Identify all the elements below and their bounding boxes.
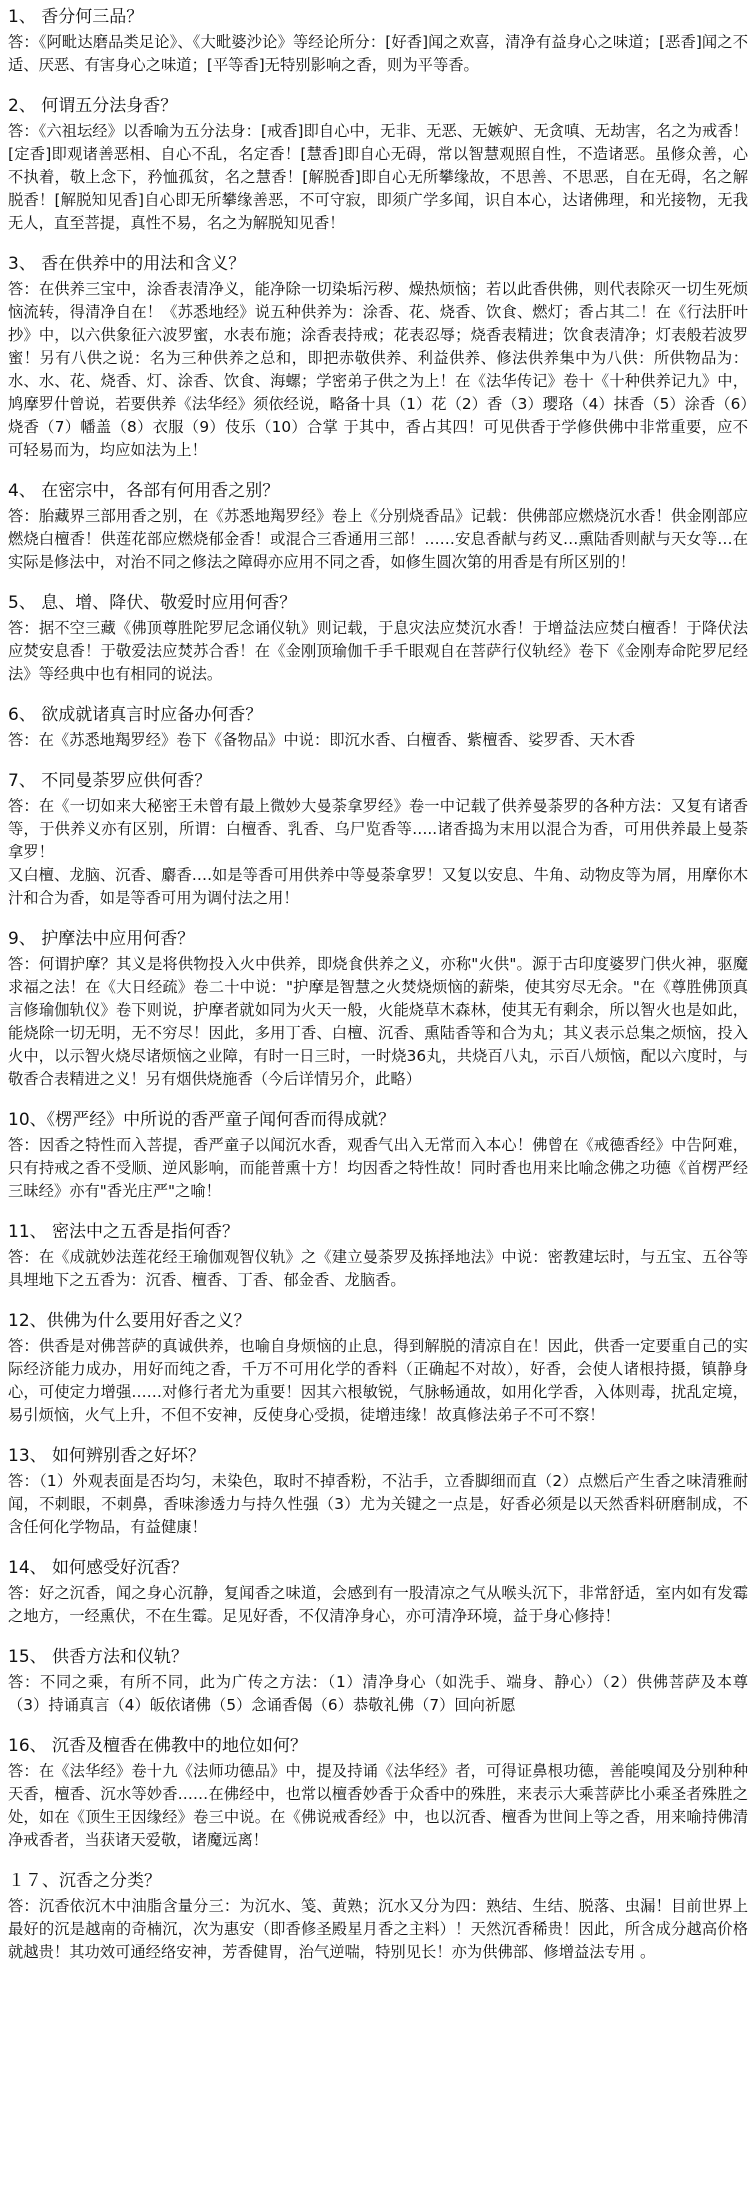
question-heading: 2、 何谓五分法身香？ xyxy=(8,96,178,116)
qa-item-7 xyxy=(8,770,748,910)
answer-paragraph: 答：在《成就妙法莲花经王瑜伽观智仪轨》之《建立曼荼罗及拣择地法》中说：密教建坛时，与五宝、五谷等具埋地下之五香为：沉香、檀香、丁香、郁金香、龙脑香。 xyxy=(8,1248,748,1289)
answer-paragraph: 答：据不空三藏《佛顶尊胜陀罗尼念诵仪轨》则记载，于息灾法应焚沉水香！于增益法应焚白檀香！于降伏法应焚安息香！于敬爱法应焚苏合香！在《金刚顶瑜伽千手千眼观自在菩萨行仪轨经》卷下《金刚寿命陀罗尼经法》等经典中也有相同的说法。 xyxy=(8,619,748,683)
qa-item-16 xyxy=(8,1735,748,1852)
answer-paragraph: 答：在《一切如来大秘密王未曾有最上微妙大曼荼拿罗经》卷一中记载了供养曼荼罗的各种方法：又复有诸香等，于供养义亦有区别，所谓：白檀香、乳香、乌尸览香等…..诸香捣为末用以混合为香，可用供养最上曼荼拿罗！ 又白檀、龙脑、沉香、麝香….如是等香可用供养中等曼荼拿罗！又复以安息、牛角、动物皮等为屑，用摩你木汁和合为香，如是等香可用为调付法之用！ xyxy=(8,797,748,907)
answer-paragraph: 答：何谓护摩？其义是将供物投入火中供养，即烧食供养之义，亦称"火供"。源于古印度婆罗门供火神，驱魔求福之法！在《大日经疏》卷二十中说："护摩是智慧之火焚烧烦恼的薪柴，使其穷尽无余。"在《尊胜佛顶真言修瑜伽轨仪》卷下则说，护摩者就如同为火天一般，火能烧草木森林，使其无有剩余，所以智火也是如此，能烧除一切无明，无不穷尽！因此，多用丁香、白檀、沉香、熏陆香等和合为丸；其义表示总集之烦恼，投入火中，以示智火烧尽诸烦恼之业障，有时一日三时，一时烧36丸，共烧百八丸，示百八烦恼，配以六度时，与敬香合表精进之义！另有烟供烧施香（今后详情另介，此略） xyxy=(8,955,748,1088)
answer-paragraph: 答：因香之特性而入菩提，香严童子以闻沉水香，观香气出入无常而入本心！佛曾在《戒德香经》中告阿难，只有持戒之香不受顺、逆风影响，而能普熏十方！均因香之特性故！同时香也用来比喻念佛之功德《首楞严经三昧经》亦有"香光庄严"之喻！ xyxy=(8,1136,748,1200)
answer-paragraph: 答：在《苏悉地羯罗经》卷下《备物品》中说：即沉水香、白檀香、紫檀香、娑罗香、天木香 xyxy=(8,731,636,749)
qa-item-13 xyxy=(8,1445,748,1539)
answer-paragraph: 答：不同之乘，有所不同，此为广传之方法：（1）清净身心（如洗手、端身、静心）（2）供佛菩萨及本尊（3）持诵真言（4）皈依诸佛（5）念诵香偈（6）恭敬礼佛（7）回向祈愿 xyxy=(8,1673,748,1714)
qa-item-1 xyxy=(8,6,748,77)
answer-paragraph: 答：在《法华经》卷十九《法师功德品》中，提及持诵《法华经》者，可得证鼻根功德，善能嗅闻及分别种种天香，檀香、沉水等妙香……在佛经中，也常以檀香妙香于众香中的殊胜，来表示大乘菩萨比小乘圣者殊胜之处，如在《顶生王因缘经》卷三中说。在《佛说戒香经》中，也以沉香、檀香为世间上等之香，用来喻持佛清净戒香者，当获诸天爱敬，诸魔远离！ xyxy=(8,1762,748,1849)
qa-item-17 xyxy=(8,1870,748,1964)
question-heading: １７、沉香之分类？ xyxy=(8,1871,161,1891)
question-heading: 5、 息、增、降伏、敬爱时应用何香？ xyxy=(8,593,297,613)
answer-paragraph: 答：（1）外观表面是否均匀，未染色，取时不掉香粉，不沾手，立香脚细而直（2）点燃后产生香之味清雅耐闻，不刺眼，不刺鼻，香味渗透力与持久性强（3）尤为关键之一点是，好香必须是以天然香料研磨制成，不含任何化学物品，有益健康！ xyxy=(8,1472,748,1536)
qa-item-15 xyxy=(8,1646,748,1717)
question-heading: 16、 沉香及檀香在佛教中的地位如何？ xyxy=(8,1736,308,1756)
qa-item-5 xyxy=(8,592,748,686)
answer-paragraph: 答：供香是对佛菩萨的真诚供养，也喻自身烦恼的止息，得到解脱的清凉自在！因此，供香一定要重自己的实际经济能力成办，用好而纯之香，千万不可用化学的香料（正确起不对故），好香，会使人诸根持摄，镇静身心，可使定力增强……对修行者尤为重要！因其六根敏锐，气脉畅通故，如用化学香，入体则毒，扰乱定境，易引烦恼，火气上升，不但不安神，反使身心受损，徒增违缘！故真修法弟子不可不察！ xyxy=(8,1337,748,1424)
qa-item-3 xyxy=(8,253,748,462)
answer-paragraph: 答：《六祖坛经》以香喻为五分法身：[戒香]即自心中，无非、无恶、无嫉妒、无贪嗔、无劫害，名之为戒香！[定香]即观诸善恶相、自心不乱，名定香！[慧香]即自心无碍，常以智慧观照自性，不造诸恶。虽修众善，心不执着，敬上念下，矜恤孤贫，名之慧香！[解脱香]即自心无所攀缘故，不思善、不思恶，自在无碍，名之解脱香！[解脱知见香]自心即无所攀缘善恶，不可守寂，即须广学多闻，识自本心，达诸佛理，和光接物，无我无人，直至菩提，真性不易，名之为解脱知见香！ xyxy=(8,122,748,232)
answer-paragraph: 答：沉香依沉木中油脂含量分三：为沉水、笺、黄熟；沉水又分为四：熟结、生结、脱落、虫漏！目前世界上最好的沉是越南的奇楠沉，次为惠安（即香修圣殿星月香之主料）！天然沉香稀贵！因此，所含成分越高价格就越贵！其功效可通经络安神，芳香健胃，治气逆喘，特别见长！亦为供佛部、修增益法专用 。 xyxy=(8,1897,748,1961)
qa-item-12 xyxy=(8,1310,748,1427)
question-heading: 13、 如何辨别香之好坏？ xyxy=(8,1446,206,1466)
question-heading: 9、 护摩法中应用何香？ xyxy=(8,929,195,949)
answer-paragraph: 答：《阿毗达磨品类足论》、《大毗婆沙论》等经论所分：[好香]闻之欢喜，清净有益身心之味道；[恶香]闻之不适、厌恶、有害身心之味道；[平等香]无特别影响之香，则为平等香。 xyxy=(8,33,748,74)
qa-item-14 xyxy=(8,1557,748,1628)
answer-paragraph: 答：好之沉香，闻之身心沉静，复闻香之味道，会感到有一股清凉之气从喉头沉下，非常舒适，室内如有发霉之地方，一经熏伏，不在生霉。足见好香，不仅清净身心，亦可清净环境，益于身心修持！ xyxy=(8,1584,748,1625)
question-heading: 3、 香在供养中的用法和含义？ xyxy=(8,254,246,274)
qa-item-11 xyxy=(8,1221,748,1292)
question-heading: 1、 香分何三品？ xyxy=(8,7,144,27)
qa-item-10 xyxy=(8,1109,748,1203)
question-heading: 11、 密法中之五香是指何香？ xyxy=(8,1222,240,1242)
question-heading: 7、 不同曼荼罗应供何香？ xyxy=(8,771,212,791)
question-heading: 12、供佛为什么要用好香之义？ xyxy=(8,1311,251,1331)
qa-item-4 xyxy=(8,480,748,574)
question-heading: 10、《楞严经》中所说的香严童子闻何香而得成就？ xyxy=(8,1110,396,1130)
question-heading: 14、 如何感受好沉香？ xyxy=(8,1558,189,1578)
qa-item-2 xyxy=(8,95,748,235)
question-heading: 6、 欲成就诸真言时应备办何香？ xyxy=(8,705,263,725)
qa-item-9 xyxy=(8,928,748,1091)
answer-paragraph: 答：在供养三宝中，涂香表清净义，能净除一切染垢污秽、燥热烦恼；若以此香供佛，则代表除灭一切生死烦恼流转，得清净自在！《苏悉地经》说五种供养为：涂香、花、烧香、饮食、燃灯；香占其二！在《行法肝叶抄》中，以六供象征六波罗蜜，水表布施；涂香表持戒；花表忍辱；烧香表精进；饮食表清净；灯表般若波罗蜜！另有八供之说：名为三种供养之总和，即把赤敬供养、利益供养、修法供养集中为八供：所供物品为：水、水、花、烧香、灯、涂香、饮食、海螺；学密弟子供之为上！在《法华传记》卷十《十种供养记九》中，鸠摩罗什曾说，若要供养《法华经》须依经说，略备十具（1）花（2）香（3）璎珞（4）抹香（5）涂香（6）烧香（7）幡盖（8）衣服（9）伎乐（10）合掌 于其中，香占其四！可见供香于学修供佛中非常重要，应不可轻易而为，均应如法为上！ xyxy=(8,280,748,459)
question-heading: 4、 在密宗中，各部有何用香之别？ xyxy=(8,481,280,501)
qa-item-6 xyxy=(8,704,748,752)
answer-paragraph: 答：胎藏界三部用香之别，在《苏悉地羯罗经》卷上《分别烧香品》记载：供佛部应燃烧沉水香！供金刚部应燃烧白檀香！供莲花部应燃烧郁金香！或混合三香通用三部！……安息香献与药叉…熏陆香则献与天女等…在实际是修法中，对治不同之修法之障碍亦应用不同之香，如修生圆次第的用香是有所区别的！ xyxy=(8,507,748,571)
question-heading: 15、 供香方法和仪轨？ xyxy=(8,1647,189,1667)
